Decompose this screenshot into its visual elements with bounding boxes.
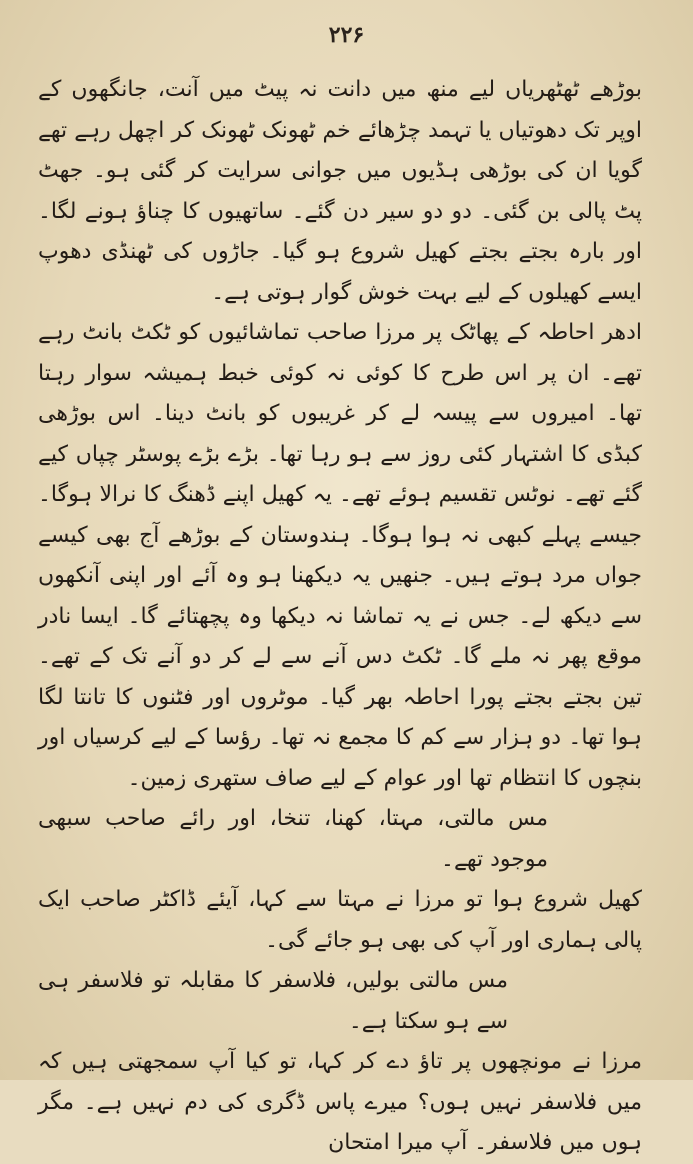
paragraph-old-men-kabaddi: بوڑھے ٹھٹھریاں لیے منھ میں دانت نہ پیٹ میں آنت، جانگھوں کے اوپر تک دھوتیاں یا تہمد چڑھائے خم ٹھونک ٹھونک کر اچھل رہے تھے گویا ان کی بوڑھی ہڈیوں میں جوانی سرایت کر گئی ہو۔ جھٹ پٹ پالی بن گئی۔ دو دو سیر دن گئے۔ ساتھیوں کا چناؤ ہونے لگا۔ اور بارہ بجتے بجتے کھیل شروع ہو گیا۔ جاڑوں کی ٹھنڈی دھوپ ایسے کھیلوں کے لیے بہت خوش گوار ہوتی ہے۔ xyxy=(38,77,642,305)
paragraph-mirza-challenge: کھیل شروع ہوا تو مرزا نے مہتا سے کہا، آیئے ڈاکٹر صاحب ایک پالی ہماری اور آپ کی بھی ہو جائے گی۔ xyxy=(38,887,642,953)
paragraph-attendees: مس مالتی، مہتا، کھنا، تنخا، اور رائے صاحب سبھی موجود تھے۔ xyxy=(38,806,548,872)
paragraph-malti-reply: مس مالتی بولیں، فلاسفر کا مقابلہ تو فلاسفر ہی سے ہو سکتا ہے۔ xyxy=(38,968,508,1034)
page-body xyxy=(38,70,658,1164)
paragraph-mirza-tickets: ادھر احاطہ کے پھاٹک پر مرزا صاحب تماشائیوں کو ٹکٹ بانٹ رہے تھے۔ ان پر اس طرح کا کوئی نہ کوئی خبط ہمیشہ سوار رہتا تھا۔ امیروں سے پیسہ لے کر غریبوں کو بانٹ دینا۔ اس بوڑھی کبڈی کا اشتہار کئی روز سے ہو رہا تھا۔ بڑے بڑے پوسٹر چپاں کیے گئے تھے۔ نوٹس تقسیم ہوئے تھے۔ یہ کھیل اپنے ڈھنگ کا نرالا ہوگا۔ جیسے پہلے کبھی نہ ہوا ہوگا۔ ہندوستان کے بوڑھے آج بھی کیسے جواں مرد ہوتے ہیں۔ جنھیں یہ دیکھنا ہو وہ آئے اور اپنی آنکھوں سے دیکھ لے۔ جس نے یہ تماشا نہ دیکھا وہ پچھتائے گا۔ ایسا نادر موقع پھر نہ ملے گا۔ ٹکٹ دس آنے سے لے کر دو آنے تک کے تھے۔ تین بجتے بجتے پورا احاطہ بھر گیا۔ موٹروں اور فٹنوں کا تانتا لگا ہوا تھا۔ دو ہزار سے کم کا مجمع نہ تھا۔ رؤسا کے لیے کرسیاں اور بنچوں کا انتظام تھا اور عوام کے لیے صاف ستھری زمین۔ xyxy=(38,320,642,791)
paragraph-mirza-philosopher: مرزا نے مونچھوں پر تاؤ دے کر کہا، تو کیا آپ سمجھتی ہیں کہ میں فلاسفر نہیں ہوں؟ میرے پاس ڈگری کی دم نہیں ہے۔ مگر ہوں میں فلاسفر۔ آپ میرا امتحان xyxy=(38,1049,642,1155)
page-number: ۲۲۶ xyxy=(328,22,365,48)
